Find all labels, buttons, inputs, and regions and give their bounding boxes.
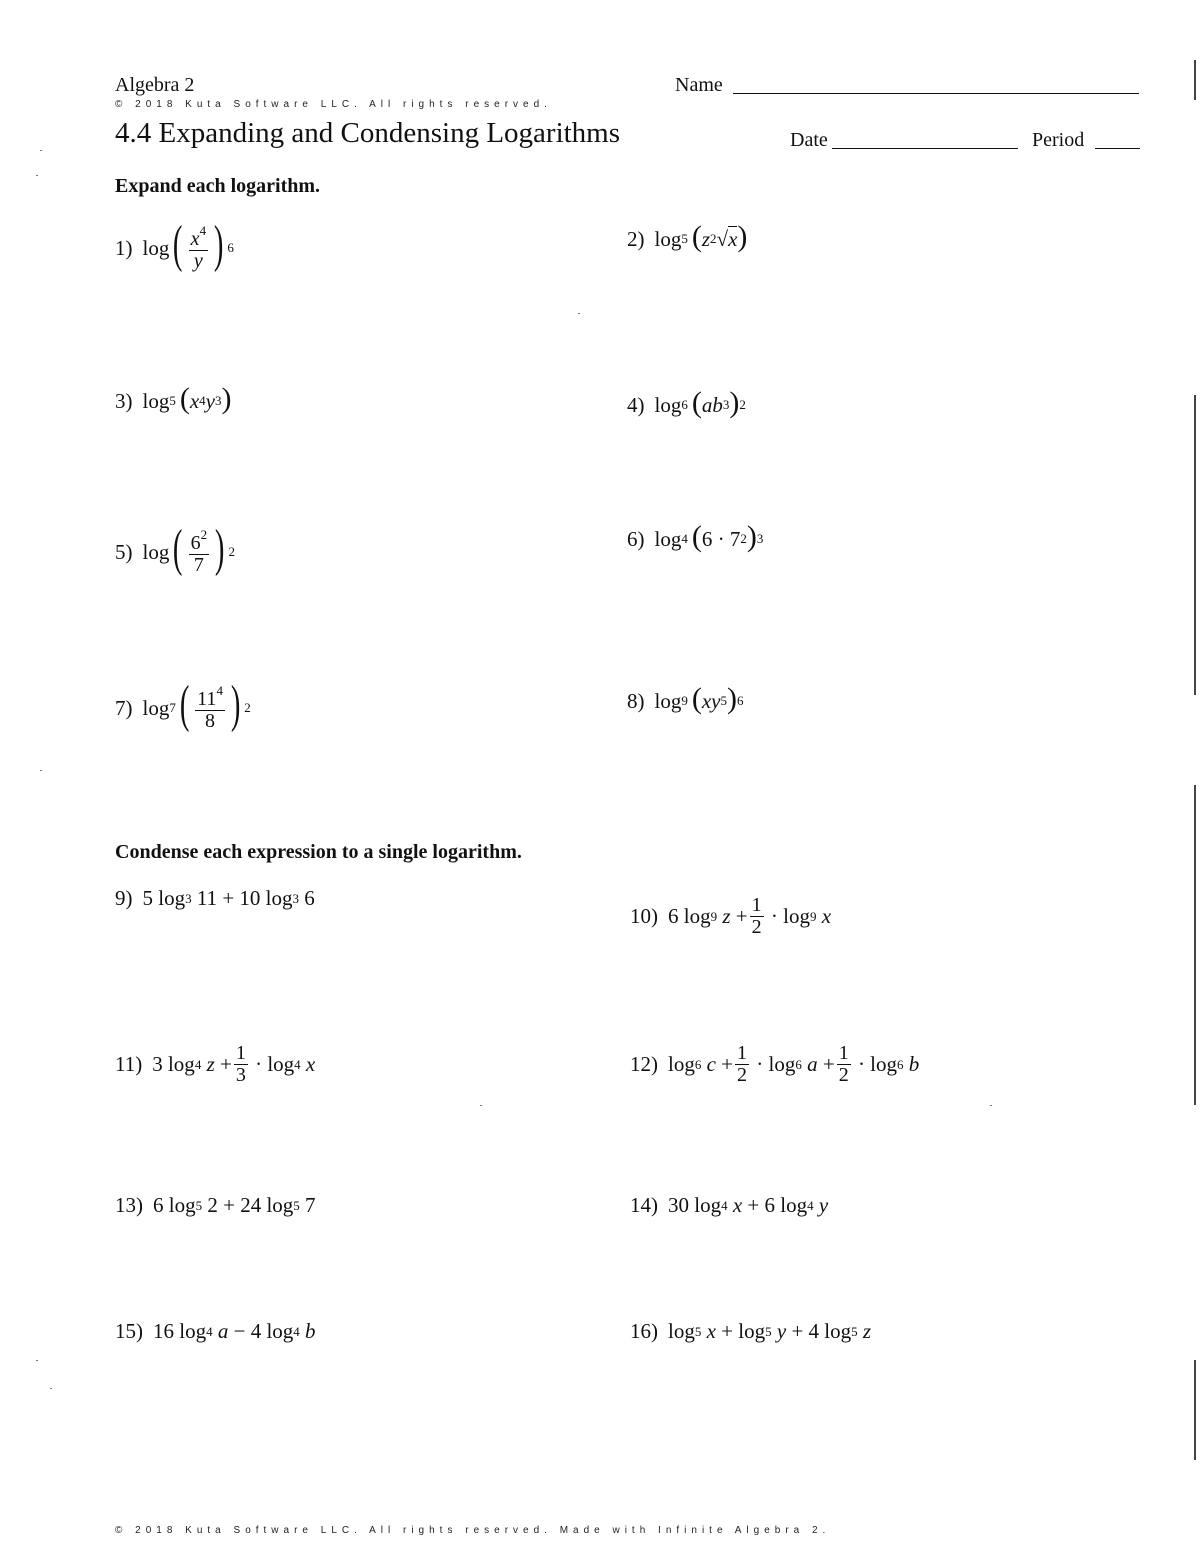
log-function: log (142, 235, 170, 260)
period-field[interactable] (1095, 148, 1140, 149)
log-function: log (142, 539, 170, 564)
log-base: 6 (681, 397, 688, 412)
log-function: log (654, 688, 682, 713)
problem-number: 16) (630, 1319, 658, 1343)
problem-7: 7) log 7 ( $\frac{11^4}{8}$ ) 2 (115, 676, 251, 733)
problem-number: 4) (627, 392, 645, 417)
problem-3: 3) log 5 ( x 4 y 3 ) (115, 382, 232, 415)
log-function: log (654, 392, 682, 417)
copyright-line: © 2018 Kuta Software LLC. All rights reserved. (115, 99, 552, 110)
scan-speck (36, 1360, 38, 1361)
footer-copyright: © 2018 Kuta Software LLC. All rights reserved. Made with Infinite Algebra 2. (115, 1525, 831, 1536)
problem-11: 11) 3 log 4 z + $\frac{1}{3}$ · log 4 x (115, 1042, 316, 1086)
problem-10: 10) 6 log 9 z + $\frac{1}{2}$ · log 9 x (630, 894, 832, 938)
problem-number: 5) (115, 539, 133, 564)
course-name: Algebra 2 (115, 74, 195, 96)
name-field[interactable] (733, 93, 1139, 94)
problem-number: 6) (627, 526, 645, 551)
variable: z (701, 226, 711, 251)
problem-1 (115, 216, 234, 274)
exponent: 2 (739, 397, 746, 412)
fraction: $\frac{x^4}{y}$ (190, 223, 207, 272)
period-label: Period (1032, 129, 1085, 151)
sqrt-symbol: √ (716, 226, 729, 251)
exponent: 2 (228, 544, 235, 559)
log-base: 7 (169, 700, 176, 715)
fraction: $\frac{1}{2}$ (737, 1042, 748, 1086)
problem-number: 12) (630, 1052, 658, 1076)
exponent: 6 (227, 240, 234, 255)
scan-speck (40, 150, 42, 151)
problem-8: 8) log 9 ( xy 5 ) 6 (627, 682, 744, 715)
problem-number: 2) (627, 226, 645, 251)
problem-6: 6) log 4 ( 6 · 7 2 ) 3 (627, 520, 764, 553)
problem-15: 15) 16 log 4 a − 4 log 4 b (115, 1319, 316, 1343)
problem-number: 1) (115, 235, 133, 260)
scan-speck (36, 175, 38, 176)
log-function: log (142, 388, 170, 413)
scan-speck (578, 313, 580, 314)
left-paren: ( (173, 216, 183, 273)
problem-number: 15) (115, 1319, 143, 1343)
fraction: $\frac{6^2}{7}$ (190, 527, 208, 576)
problem-number: 9) (115, 886, 133, 910)
log-base: 5 (681, 231, 688, 246)
fraction: $\frac{1}{3}$ (235, 1042, 246, 1086)
section-heading-condense: Condense each expression to a single logarithm. (115, 841, 522, 863)
log-base: 4 (681, 531, 688, 546)
problem-number: 14) (630, 1193, 658, 1217)
log-base: 9 (681, 693, 688, 708)
problem-number: 10) (630, 904, 658, 928)
scan-edge (1194, 1360, 1196, 1460)
scan-speck (990, 1105, 992, 1106)
radicand: x (728, 227, 738, 251)
scan-edge (1194, 395, 1196, 695)
problem-2: 2) log 5 ( z 2 √ x ) (627, 220, 748, 253)
exponent: 2 (710, 231, 717, 246)
problem-12: 12) log 6 c + $\frac{1}{2}$ · log 6 a + $\frac{1}{2}$ · log 6 b (630, 1042, 920, 1086)
log-base: 5 (169, 393, 176, 408)
problem-16: 16) log 5 x + log 5 y + 4 log 5 z (630, 1319, 872, 1343)
scan-edge (1194, 60, 1196, 100)
problem-9: 9) 5 log 3 11 + 10 log 3 6 (115, 886, 315, 910)
date-field[interactable] (832, 148, 1018, 149)
exponent: 6 (737, 693, 744, 708)
scan-speck (40, 770, 42, 771)
problem-number: 7) (115, 695, 133, 720)
fraction: $\frac{1}{2}$ (751, 894, 762, 938)
date-label: Date (790, 129, 828, 151)
exponent: 3 (756, 531, 764, 546)
problem-number: 11) (115, 1052, 143, 1076)
fraction: $\frac{11^4}{8}$ (197, 683, 223, 732)
problem-13: 13) 6 log 5 2 + 24 log 5 7 (115, 1193, 316, 1217)
log-function: log (142, 695, 170, 720)
exponent: 2 (244, 700, 251, 715)
scan-speck (50, 1388, 52, 1389)
log-function: log (654, 226, 682, 251)
problem-number: 8) (627, 688, 645, 713)
problem-4: 4) log 6 ( ab 3 ) 2 (627, 386, 746, 419)
problem-number: 13) (115, 1193, 143, 1217)
problem-14: 14) 30 log 4 x + 6 log 4 y (630, 1193, 829, 1217)
name-label: Name (675, 74, 723, 96)
problem-5: 5) log ( $\frac{6^2}{7}$ ) 2 (115, 520, 235, 577)
scan-speck (480, 1105, 482, 1106)
scan-edge (1194, 785, 1196, 1105)
right-paren: ) (213, 216, 224, 273)
fraction: $\frac{1}{2}$ (838, 1042, 849, 1086)
problem-number: 3) (115, 388, 133, 413)
worksheet-title: 4.4 Expanding and Condensing Logarithms (115, 117, 621, 149)
section-heading-expand: Expand each logarithm. (115, 175, 321, 197)
log-function: log (654, 526, 682, 551)
